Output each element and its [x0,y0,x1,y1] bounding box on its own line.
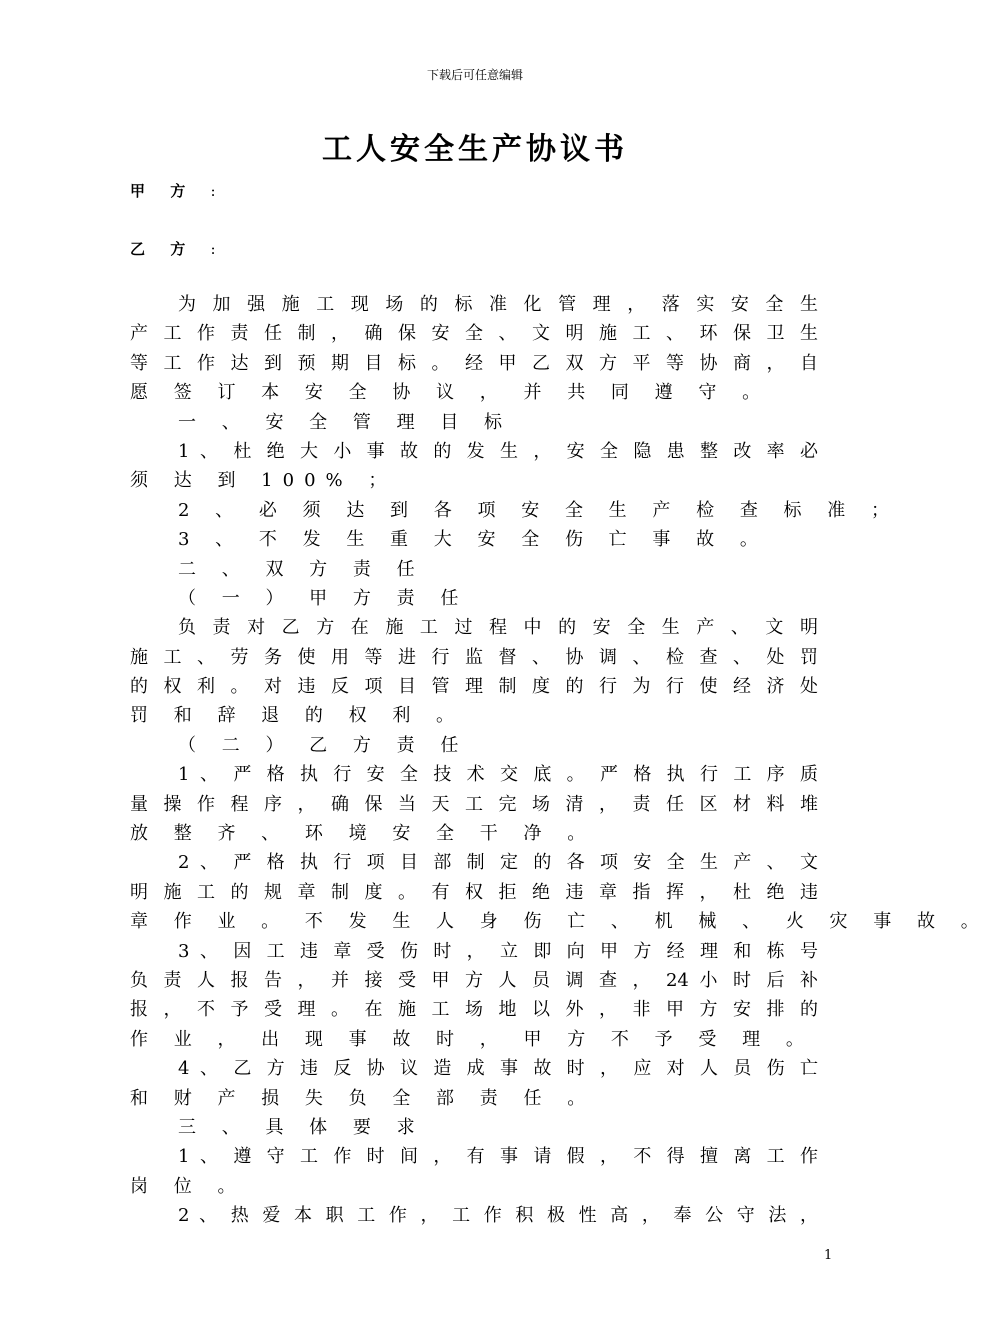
party-a-field [130,180,226,201]
body-line: 为 加 强 施 工 现 场 的 标 准 化 管 理 ， 落 实 安 全 生 [178,294,818,315]
body-line: 施 工 、 劳 务 使 用 等 进 行 监 督 、 协 调 、 检 查 、 处 罚 [130,646,818,668]
party-b-label: 乙 方 [130,240,196,258]
body-line: 2 、 严 格 执 行 项 目 部 制 定 的 各 项 安 全 生 产 、 文 [178,852,818,874]
body-line: 产 工 作 责 任 制 ， 确 保 安 全 、 文 明 施 工 、 环 保 卫 生 [130,323,818,345]
body-line: 三 、 具 体 要 求 [178,1116,425,1138]
body-line: 1 、 杜 绝 大 小 事 故 的 发 生 ， 安 全 隐 患 整 改 率 必 [178,440,818,462]
body-line: 负 责 人 报 告 ， 并 接 受 甲 方 人 员 调 查 ， 24 小 时 后 补 [130,969,818,991]
body-line: （ 一 ） 甲 方 责 任 [178,587,469,609]
body-line: 报 ， 不 予 受 理 。 在 施 工 场 地 以 外 ， 非 甲 方 安 排 的 [130,999,818,1021]
header-note: 下载后可任意编辑 [426,68,523,82]
body-line: 罚 和 辞 退 的 权 利 。 [130,705,465,727]
body-line: 3 、 不 发 生 重 大 安 全 伤 亡 事 故 。 [178,529,768,551]
party-b-field [130,238,226,259]
body-line: 2 、 必 须 达 到 各 项 安 全 生 产 检 查 标 准 ； [178,499,899,521]
body-line: 岗 位 。 [130,1175,246,1197]
body-line: 2 、 热 爱 本 职 工 作 ， 工 作 积 极 性 高 ， 奉 公 守 法 ， [178,1205,818,1227]
body-line: 4 、 乙 方 违 反 协 议 造 成 事 故 时 ， 应 对 人 员 伤 亡 [178,1058,818,1080]
body-line: 的 权 利 。 对 违 反 项 目 管 理 制 度 的 行 为 行 使 经 济 处 [130,676,818,698]
body-line: 等 工 作 达 到 预 期 目 标 。 经 甲 乙 双 方 平 等 协 商 ， 自 [130,352,818,374]
body-line: 一 、 安 全 管 理 目 标 [178,411,513,433]
page-number: 1 [824,1248,833,1263]
party-b-colon: : [210,240,226,258]
body-line: 愿 签 订 本 安 全 协 议 ， 并 共 同 遵 守 。 [130,382,771,404]
party-a-colon: : [210,182,226,200]
body-line: 和 财 产 损 失 负 全 部 责 任 。 [130,1087,596,1109]
document-title: 工人安全生产协议书 [322,132,628,167]
body-line: 作 业 ， 出 现 事 故 时 ， 甲 方 不 予 受 理 。 [130,1028,814,1050]
body-line: 负 责 对 乙 方 在 施 工 过 程 中 的 安 全 生 产 、 文 明 [178,617,818,639]
party-a-label: 甲 方 [130,182,196,200]
body-line: 1 、 严 格 执 行 安 全 技 术 交 底 。 严 格 执 行 工 序 质 [178,764,818,786]
body-line: （ 二 ） 乙 方 责 任 [178,734,469,756]
body-line: 放 整 齐 、 环 境 安 全 干 净 。 [130,823,596,845]
body-line: 量 操 作 程 序 ， 确 保 当 天 工 完 场 清 ， 责 任 区 材 料 堆 [130,793,818,815]
body-line: 明 施 工 的 规 章 制 度 。 有 权 拒 绝 违 章 指 挥 ， 杜 绝 违 [130,881,818,903]
body-line: 须 达 到 100% ； [130,470,397,492]
body-line: 3 、 因 工 违 章 受 伤 时 ， 立 即 向 甲 方 经 理 和 栋 号 [178,940,818,962]
body-line: 章 作 业 。 不 发 生 人 身 伤 亡 、 机 械 、 火 灾 事 故 。 [130,911,989,933]
agreement-body [130,290,989,1231]
body-line: 二 、 双 方 责 任 [178,558,425,580]
body-line: 1 、 遵 守 工 作 时 间 ， 有 事 请 假 ， 不 得 擅 离 工 作 [178,1146,818,1168]
